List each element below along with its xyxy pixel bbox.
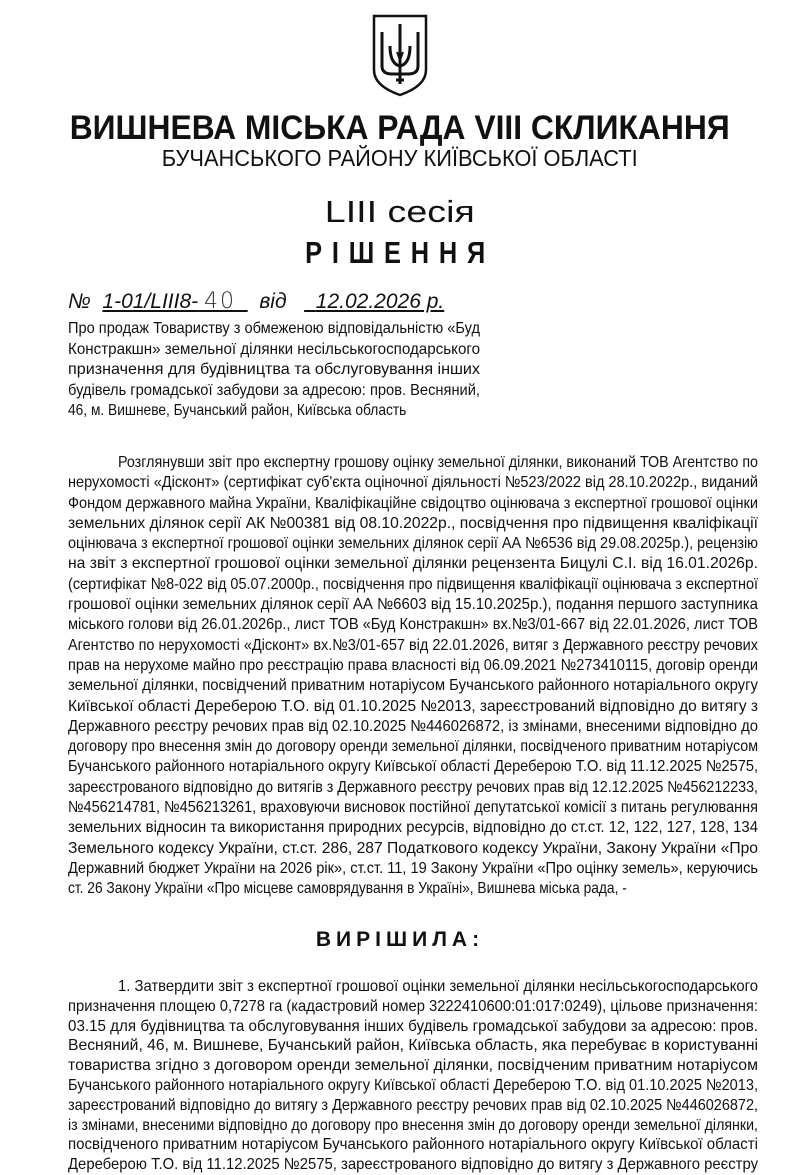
text-line (68, 615, 800, 635)
text-line (68, 1096, 800, 1116)
text-line-content: №456214781, №456213261, враховуючи висновок постійної депутатської комісії з питань регулювання (68, 799, 758, 817)
text-line (68, 381, 520, 402)
text-line-content: посвідченого приватним нотаріусом Бучанського районного нотаріального округу Київської області (68, 1136, 758, 1154)
text-line (68, 676, 800, 696)
text-line-content: Земельного кодексу України, ст.ст. 286, 287 Податкового кодексу України, Закону України «Про (68, 839, 758, 857)
text-line (68, 859, 800, 879)
text-line (68, 1056, 800, 1076)
session-label: LIII сесія (324, 194, 475, 229)
text-line (68, 595, 800, 615)
decision-number: 1-01/LIII8- 40 (102, 289, 236, 314)
text-line-content: із змінами, внесеними відповідно до договору про внесення змін до договору оренди земельної ділянки, (68, 1116, 758, 1134)
text-line (68, 839, 800, 859)
text-line-content: Державний бюджет України на 2026 рік», ст.ст. 11, 19 Закону України «Про оцінку земель», керуючись (68, 859, 758, 877)
text-line (68, 360, 520, 381)
text-line-content: Дереберою Т.О. від 11.12.2025 №2575, зареєстрованого відповідно до витягу з Державного реєстру (68, 1156, 758, 1174)
text-line-content: оцінювача з експертної грошової оцінки земельних ділянок серії АА №6536 від 29.08.2025р.), рецензію (68, 535, 758, 553)
text-line (68, 340, 520, 361)
text-line (68, 697, 800, 717)
text-line-content: міського голови від 26.01.2026р., лист ТОВ «Буд Констракшн» вх.№3/01-667 від 22.01.2026, лист ТОВ (68, 616, 758, 634)
text-line-content: 1. Затвердити звіт з експертної грошової оцінки земельної ділянки несільськогосподарського (118, 978, 758, 995)
text-line (68, 879, 800, 899)
text-line-content: Бучанського районного нотаріального округу Київської області Дереберою Т.О. від 11.12.2025 №2575, (68, 758, 758, 776)
text-line-content: Київської області Дереберою Т.О. від 01.10.2025 №2013, зареєстрований відповідно до витягу з (68, 697, 758, 715)
text-line-content: Розглянувши звіт про експертну грошову оцінку земельної ділянки, виконаний ТОВ Агентство по (118, 454, 758, 471)
text-line-content: Агентство по нерухомості «Дісконт» вх.№3/01-657 від 22.01.2026, витяг з Державного реєстру речових (68, 636, 758, 654)
council-subtitle: БУЧАНСЬКОГО РАЙОНУ КИЇВСЬКОЇ ОБЛАСТІ (161, 145, 638, 171)
text-line (68, 656, 800, 676)
text-line-content: земельної ділянки, посвідчений приватним нотаріусом Бучанського районного нотаріального округу (68, 677, 758, 695)
text-line-content: Про продаж Товариству з обмеженою відповідальністю «Буд (68, 320, 480, 337)
text-line (68, 757, 800, 777)
resolution-heading: ВИРІШИЛА: (315, 928, 485, 951)
text-line (68, 778, 800, 798)
text-line-content: 46, м. Вишневе, Бучанський район, Київська область (68, 402, 407, 419)
text-line-content: будівель громадської забудови за адресою: пров. Весняний, (68, 381, 480, 399)
text-line (68, 494, 800, 514)
trident-coat-of-arms-icon (368, 12, 432, 98)
text-line (68, 1155, 800, 1175)
text-line-content: нерухомості «Дісконт» (сертифікат суб'єкта оціночної діяльності №523/2022 від 28.10.2022р., виданий (68, 474, 758, 492)
text-line (68, 1135, 800, 1155)
handwritten-number: 40 (204, 289, 236, 314)
text-line-content: грошової оцінки земельних ділянок серії АА №6603 від 15.10.2025р.), подання першого заступника (68, 596, 758, 614)
text-line-content: 03.15 для будівництва та обслуговування інших будівель громадської забудови за адресою: пров. (68, 1017, 758, 1035)
text-line (68, 1076, 800, 1096)
text-line-content: (сертифікат №8-022 від 05.07.2000р., посвідчення про підвищення кваліфікації оцінювача з експертної (68, 575, 758, 593)
text-line-content: Державного реєстру речових прав від 02.10.2025 №446026872, із змінами, внесеними відповідно до (68, 717, 758, 735)
text-line-content: Бучанського районного нотаріального округу Київської області Дереберою Т.О. від 01.10.2025 №2013, (68, 1076, 758, 1094)
text-line-content: зареєстрований відповідно до витягу з Державного реєстру речових прав від 02.10.2025 №446026872, (68, 1096, 758, 1114)
decision-subject (68, 319, 520, 422)
decision-date: 12.02.2026 р. (315, 290, 445, 313)
text-line (68, 401, 520, 422)
text-line-content: ст. 26 Закону України «Про місцеве самоврядування в Україні», Вишнева міська рада, - (68, 880, 627, 898)
text-line-content: Фондом державного майна України, Кваліфікаційне свідоцтво оцінювача з експертної грошової оцінки (68, 494, 758, 512)
council-title: ВИШНЕВА МІСЬКА РАДА VIII СКЛИКАННЯ (70, 109, 730, 147)
text-line (68, 977, 800, 997)
decision-title: РІШЕННЯ (305, 235, 495, 270)
text-line (68, 798, 800, 818)
text-line (68, 534, 800, 554)
text-line-content: товариства згідно з договором оренди земельної ділянки, посвідченим приватним нотаріусом (68, 1057, 758, 1075)
text-line (68, 575, 800, 595)
text-line (68, 717, 800, 737)
text-line (68, 554, 800, 574)
text-line-content: прав на нерухоме майно про реєстрацію права власності від 06.09.2021 №273410115, договір оренди (68, 656, 758, 674)
text-line-content: земельних відносин та використання природних ресурсів, відповідно до ст.ст. 12, 122, 127, 128, 134 (68, 819, 758, 837)
text-line-content: Констракшн» земельної ділянки несільськогосподарського (68, 340, 480, 358)
text-line (68, 1116, 800, 1136)
text-line-content: Весняний, 46, м. Вишневе, Бучанський район, Київська область, яка перебуває в користуванні (68, 1037, 758, 1055)
decision-number-line (68, 288, 444, 316)
text-line (68, 514, 800, 534)
resolution-item-1 (68, 977, 800, 1175)
text-line (68, 319, 520, 340)
text-line (68, 997, 800, 1017)
text-line (68, 1017, 800, 1037)
preamble-paragraph (68, 453, 800, 900)
number-prefix: № (68, 290, 91, 313)
text-line-content: на звіт з експертної грошової оцінки земельної ділянки рецензента Бицулі С.І. від 16.01.2026р. (68, 555, 758, 573)
text-line-content: призначення для будівництва та обслуговування інших (68, 361, 481, 378)
text-line-content: земельних ділянок серії АК №00381 від 08.10.2022р., посвідчення про підвищення кваліфікації (68, 514, 758, 532)
text-line-content: договору про внесення змін до договору оренди земельної ділянки, посвідченого приватним нотаріусом (68, 738, 758, 756)
text-line-content: призначення площею 0,7278 га (кадастровий номер 3222410600:01:017:0249), цільове призначення: (68, 997, 758, 1015)
text-line (68, 453, 800, 473)
text-line (68, 737, 800, 757)
text-line (68, 818, 800, 838)
text-line-content: зареєстрованого відповідно до витягів з Державного реєстру речових прав від 12.12.2025 №456212233, (68, 778, 758, 796)
from-label: від (259, 290, 287, 313)
text-line (68, 1036, 800, 1056)
text-line (68, 473, 800, 493)
text-line (68, 636, 800, 656)
